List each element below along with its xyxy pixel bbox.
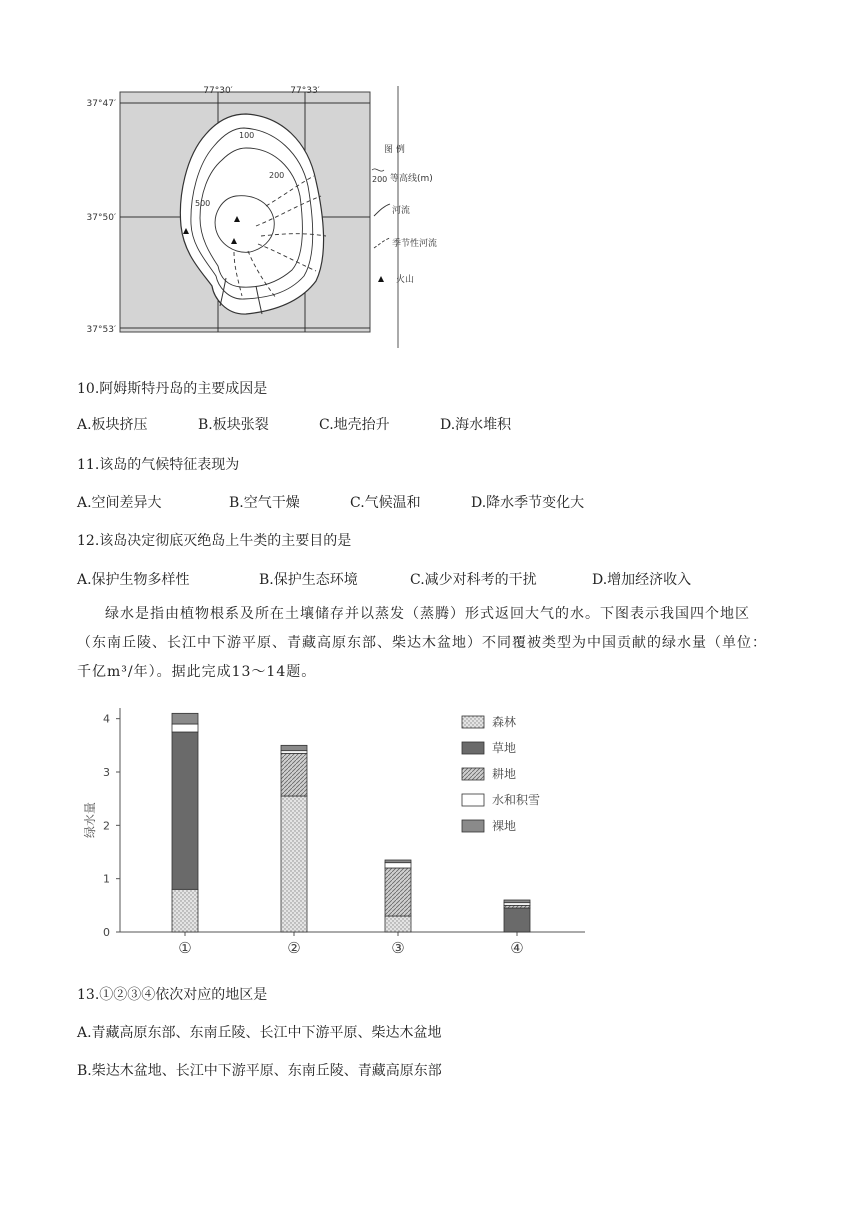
- legend-seasonal-label: 季节性河流: [392, 239, 438, 249]
- legend-contour-value: 200: [372, 175, 388, 184]
- q12-option-b[interactable]: B.保护生态环境: [259, 572, 358, 588]
- legend-label-耕地: 耕地: [492, 767, 517, 781]
- bar-4-耕地: [504, 905, 530, 908]
- bar-3-裸地: [385, 860, 411, 863]
- bar-4-水和积雪: [504, 903, 530, 906]
- bar-1-草地: [172, 732, 198, 889]
- q13-option-a[interactable]: A.青藏高原东部、东南丘陵、长江中下游平原、柴达木盆地: [77, 1025, 442, 1041]
- island-map-svg: [76, 86, 456, 348]
- bar-1-水和积雪: [172, 724, 198, 732]
- question-10-stem: 10.阿姆斯特丹岛的主要成因是: [77, 381, 268, 397]
- bar-2-耕地: [281, 753, 307, 796]
- legend-swatch-森林: [462, 716, 484, 728]
- question-13-stem: 13.①②③④依次对应的地区是: [77, 987, 268, 1003]
- green-water-chart-svg: [80, 700, 600, 962]
- bar-4-裸地: [504, 900, 530, 903]
- island-map: [76, 86, 456, 352]
- x-tick-label-2: ②: [287, 939, 301, 957]
- lon-label-2: 77°33′: [290, 86, 320, 97]
- bar-3-森林: [385, 916, 411, 932]
- legend-title: 图 例: [384, 145, 405, 155]
- chart-legend: [462, 714, 540, 833]
- y-tick-label-0: 0: [103, 926, 110, 939]
- legend-swatch-裸地: [462, 820, 484, 832]
- bar-3-耕地: [385, 868, 411, 916]
- q11-option-a[interactable]: A.空间差异大: [77, 495, 162, 511]
- lat-label-2: 37°50′: [86, 213, 116, 223]
- passage-line-2: （东南丘陵、长江中下游平原、青藏高原东部、柴达木盆地）不同覆被类型为中国贡献的绿水量（单位：: [77, 635, 767, 651]
- legend-river-label: 河流: [392, 206, 411, 216]
- lon-label-1: 77°30′: [203, 86, 233, 97]
- contour-label-100: 100: [239, 131, 255, 140]
- q10-option-b[interactable]: B.板块张裂: [198, 417, 269, 433]
- legend-contour-label: 等高线(m): [390, 174, 433, 184]
- legend-volcano-label: 火山: [396, 275, 415, 285]
- bar-1-裸地: [172, 713, 198, 724]
- legend-contour-symbol: [372, 169, 384, 171]
- bar-3-水和积雪: [385, 863, 411, 868]
- legend-swatch-水和积雪: [462, 794, 484, 806]
- legend-swatch-草地: [462, 742, 484, 754]
- y-tick-label-1: 1: [103, 872, 110, 886]
- lat-label-1: 37°47′: [86, 99, 116, 109]
- x-tick-label-3: ③: [391, 939, 405, 957]
- y-tick-label-4: 4: [103, 712, 110, 726]
- question-12-stem: 12.该岛决定彻底灭绝岛上牛类的主要目的是: [77, 533, 352, 549]
- bar-2-森林: [281, 796, 307, 932]
- passage-line-1: 绿水是指由植物根系及所在土壤储存并以蒸发（蒸腾）形式返回大气的水。下图表示我国四个地区: [105, 606, 750, 622]
- q12-option-d[interactable]: D.增加经济收入: [592, 572, 692, 588]
- legend-label-裸地: 裸地: [492, 819, 517, 833]
- contour-label-200: 200: [269, 171, 285, 180]
- q13-option-b[interactable]: B.柴达木盆地、长江中下游平原、东南丘陵、青藏高原东部: [77, 1063, 442, 1079]
- y-tick-label-2: 2: [103, 819, 110, 833]
- green-water-chart: [80, 700, 600, 966]
- bar-1-森林: [172, 889, 198, 932]
- legend-river-symbol: [374, 204, 390, 216]
- q11-option-b[interactable]: B.空气干燥: [229, 495, 300, 511]
- passage-line-3: 千亿m³/年）。据此完成13～14题。: [77, 664, 317, 680]
- legend-seasonal-symbol: [374, 238, 390, 248]
- q10-option-c[interactable]: C.地壳抬升: [319, 417, 390, 433]
- question-11-stem: 11.该岛的气候特征表现为: [77, 457, 240, 473]
- q10-option-a[interactable]: A.板块挤压: [77, 417, 148, 433]
- bar-4-草地: [504, 908, 530, 932]
- contour-label-500: 500: [195, 199, 211, 208]
- q10-option-d[interactable]: D.海水堆积: [440, 417, 512, 433]
- y-tick-label-3: 3: [103, 766, 110, 779]
- lat-label-3: 37°53′: [86, 325, 116, 335]
- q12-option-a[interactable]: A.保护生物多样性: [77, 572, 190, 588]
- q12-option-c[interactable]: C.减少对科考的干扰: [410, 572, 537, 588]
- legend-label-森林: 森林: [492, 715, 517, 729]
- legend-swatch-耕地: [462, 768, 484, 780]
- x-tick-label-1: ①: [178, 939, 192, 957]
- legend-volcano-icon: [378, 276, 384, 282]
- legend-label-水和积雪: 水和积雪: [492, 793, 541, 807]
- q11-option-c[interactable]: C.气候温和: [350, 495, 421, 511]
- legend-label-草地: 草地: [492, 741, 517, 755]
- x-tick-label-4: ④: [510, 939, 524, 957]
- bar-2-裸地: [281, 745, 307, 750]
- y-axis-title: 绿水量: [83, 801, 97, 839]
- q11-option-d[interactable]: D.降水季节变化大: [471, 495, 585, 511]
